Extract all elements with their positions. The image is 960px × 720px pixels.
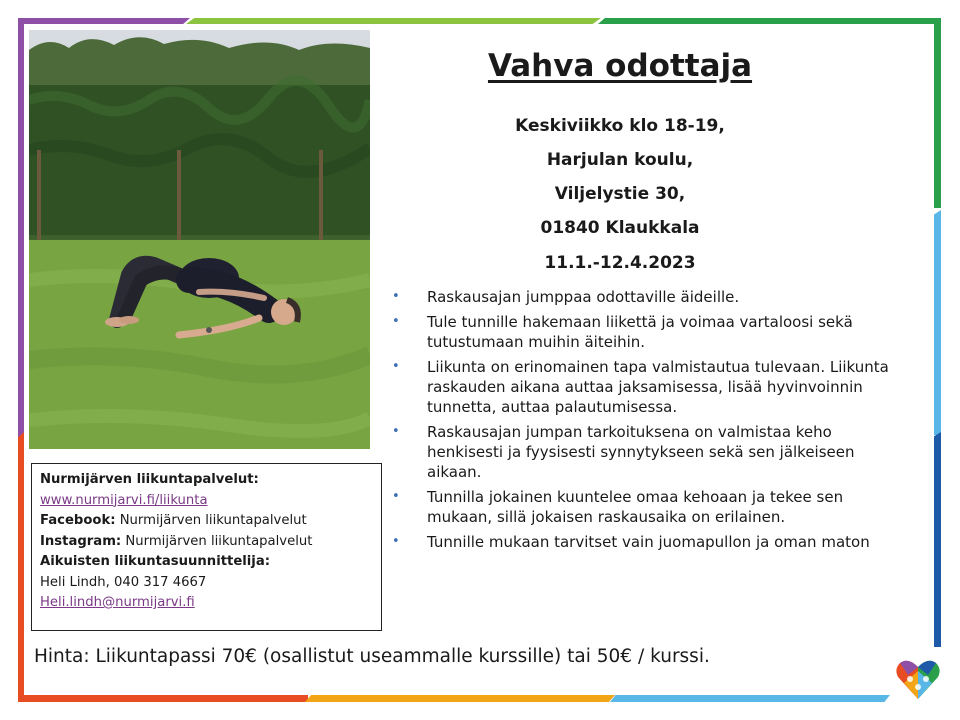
instagram-label: Instagram: bbox=[40, 533, 122, 549]
list-item: • Liikunta on erinomainen tapa valmistautua tulevaan. Liikunta raskauden aikana auttaa jaksamisessa, lisää hyvinvoinnin tunnetta, auttaa palautumisessa. bbox=[392, 358, 889, 416]
bullet-dot-icon: • bbox=[392, 424, 400, 439]
frame-top-green bbox=[598, 18, 940, 24]
schedule-street: Viljelystie 30, bbox=[554, 184, 686, 204]
frame-bottom-orange bbox=[18, 695, 308, 702]
page-title: Vahva odottaja bbox=[487, 48, 753, 84]
frame-left-purple bbox=[18, 18, 24, 438]
schedule-postal: 01840 Klaukkala bbox=[540, 218, 700, 238]
facebook-label: Facebook: bbox=[40, 513, 116, 528]
bullet-dot-icon: • bbox=[392, 359, 400, 374]
price-text: Hinta: Liikuntapassi 70€ (osallistut useammalle kurssille) tai 50€ / kurssi. bbox=[34, 646, 710, 667]
planner-email-link[interactable]: Heli.lindh@nurmijarvi.fi bbox=[40, 595, 195, 610]
schedule-dates: 11.1.-12.4.2023 bbox=[544, 253, 696, 273]
heart-logo-icon bbox=[894, 655, 942, 703]
frame-top-purple bbox=[20, 18, 190, 24]
list-item: • Raskausajan jumpan tarkoituksena on valmistaa keho henkisesti ja fyysisesti synnytykseen sekä sen jälkeiseen aikaan. bbox=[392, 423, 855, 481]
info-bullet-list bbox=[392, 287, 897, 557]
frame-bottom-yellow bbox=[305, 695, 615, 702]
frame-top-lime bbox=[186, 18, 601, 24]
frame-bottom-lightblue bbox=[610, 695, 890, 702]
schedule-venue: Harjulan koulu, bbox=[546, 150, 694, 170]
list-item: • Tule tunnille hakemaan liikettä ja voimaa vartaloosi sekä tutustumaan muihin äiteihin. bbox=[392, 313, 853, 351]
exercise-photo bbox=[29, 30, 370, 449]
services-link[interactable]: www.nurmijarvi.fi/liikunta bbox=[40, 492, 208, 508]
facebook-value: Nurmijärven liikuntapalvelut bbox=[115, 513, 307, 528]
list-item: • Tunnille mukaan tarvitset vain juomapullon ja oman maton bbox=[392, 533, 870, 551]
schedule-time: Keskiviikko klo 18-19, bbox=[515, 116, 725, 136]
planner-label: Aikuisten liikuntasuunnittelija: bbox=[40, 554, 271, 569]
bullet-dot-icon: • bbox=[392, 314, 400, 329]
services-label: Nurmijärven liikuntapalvelut: bbox=[40, 472, 259, 487]
frame-right-blue bbox=[934, 432, 941, 647]
bullet-dot-icon: • bbox=[392, 534, 400, 549]
frame-left-orange bbox=[18, 432, 24, 702]
bullet-dot-icon: • bbox=[392, 489, 400, 504]
instagram-value: Nurmijärven liikuntapalvelut bbox=[121, 533, 313, 549]
planner-name: Heli Lindh, 040 317 4667 bbox=[40, 574, 207, 590]
list-item: • Raskausajan jumppaa odottaville äideille. bbox=[392, 288, 740, 306]
contact-box bbox=[31, 463, 382, 631]
frame-right-lightblue bbox=[934, 210, 941, 435]
list-item: • Tunnilla jokainen kuuntelee omaa kehoaan ja tekee sen mukaan, sillä jokaisen raskausaika on erilainen. bbox=[392, 488, 844, 526]
bullet-dot-icon: • bbox=[392, 289, 400, 304]
frame-right-green bbox=[934, 18, 941, 208]
